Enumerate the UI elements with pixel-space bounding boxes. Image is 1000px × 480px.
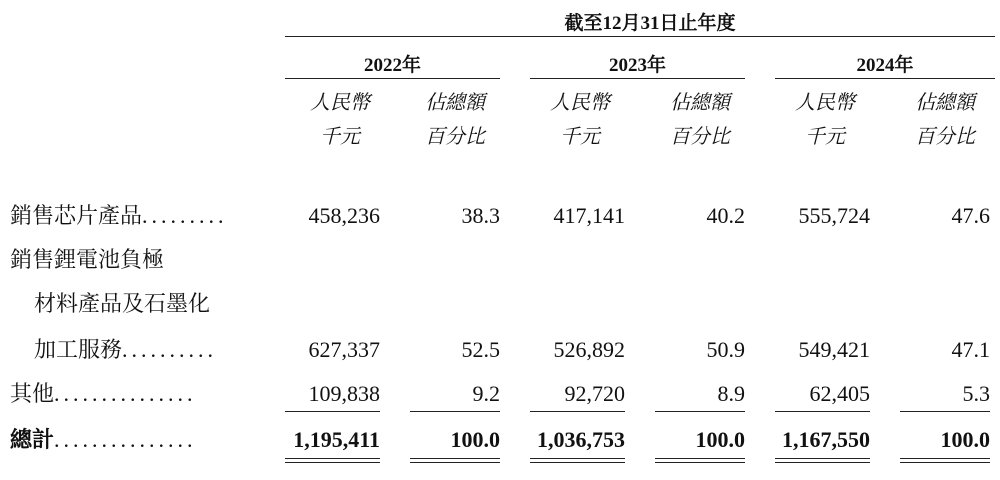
total-double-rule-2022-percent [410, 458, 500, 463]
row-label-total: 總計............... [10, 427, 197, 452]
cell-anode-2024-percent: 47.1 [951, 337, 990, 362]
cell-total-2024-amount: 1,167,550 [782, 427, 870, 452]
year-rule-2024 [775, 78, 995, 79]
cell-others-2024-amount: 62,405 [809, 381, 870, 406]
total-double-rule-2024-percent [900, 458, 990, 463]
subtotal-rule-2022-percent [410, 411, 500, 412]
cell-total-2022-amount: 1,195,411 [293, 427, 380, 452]
cell-anode-2024-amount: 549,421 [798, 337, 870, 362]
subheader-amount-2024: 人民幣 千元 [795, 92, 855, 148]
cell-chip-2022-percent: 38.3 [461, 203, 500, 228]
subtotal-rule-2024-percent [900, 411, 990, 412]
total-double-rule-2022-amount [285, 458, 380, 463]
cell-others-2022-percent: 9.2 [472, 381, 500, 406]
year-rule-2023 [530, 78, 745, 79]
cell-anode-2022-amount: 627,337 [308, 337, 380, 362]
subheader-percent-2022: 佔總額 百分比 [425, 92, 485, 148]
cell-total-2024-percent: 100.0 [940, 427, 990, 452]
cell-chip-2023-percent: 40.2 [706, 203, 745, 228]
row-label-anode-materials-line2: 材料產品及石墨化 [34, 291, 211, 316]
subheader-amount-2023: 人民幣 千元 [550, 92, 610, 148]
cell-anode-2023-percent: 50.9 [706, 337, 745, 362]
cell-others-2023-amount: 92,720 [564, 381, 625, 406]
period-header: 截至12月31日止年度 [564, 13, 736, 34]
year-rule-2022 [285, 78, 500, 79]
cell-others-2024-percent: 5.3 [962, 381, 990, 406]
year-header-2022: 2022年 [363, 55, 421, 76]
subtotal-rule-2022-amount [285, 411, 380, 412]
subtotal-rule-2023-percent [655, 411, 745, 412]
year-header-2024: 2024年 [856, 55, 914, 76]
cell-chip-2022-amount: 458,236 [308, 203, 380, 228]
total-double-rule-2023-percent [655, 458, 745, 463]
cell-others-2022-amount: 109,838 [308, 381, 380, 406]
cell-anode-2023-amount: 526,892 [553, 337, 625, 362]
total-double-rule-2024-amount [775, 458, 870, 463]
cell-total-2023-amount: 1,036,753 [537, 427, 625, 452]
cell-total-2022-percent: 100.0 [450, 427, 500, 452]
subheader-percent-2024: 佔總額 百分比 [915, 92, 975, 148]
cell-chip-2024-amount: 555,724 [798, 203, 870, 228]
total-double-rule-2023-amount [530, 458, 625, 463]
row-label-anode-materials-line1: 銷售鋰電池負極 [10, 247, 165, 272]
cell-chip-2023-amount: 417,141 [553, 203, 625, 228]
cell-anode-2022-percent: 52.5 [461, 337, 500, 362]
cell-total-2023-percent: 100.0 [695, 427, 745, 452]
row-label-chip-products: 銷售芯片產品......... [10, 203, 228, 228]
row-label-others: 其他............... [10, 381, 197, 406]
row-label-anode-materials-line3: 加工服務.......... [34, 337, 218, 362]
subtotal-rule-2023-amount [530, 411, 625, 412]
cell-chip-2024-percent: 47.6 [951, 203, 990, 228]
subheader-amount-2022: 人民幣 千元 [310, 92, 370, 148]
cell-others-2023-percent: 8.9 [717, 381, 745, 406]
subtotal-rule-2024-amount [775, 411, 870, 412]
period-rule [285, 36, 995, 37]
subheader-percent-2023: 佔總額 百分比 [670, 92, 730, 148]
year-header-2023: 2023年 [608, 55, 666, 76]
